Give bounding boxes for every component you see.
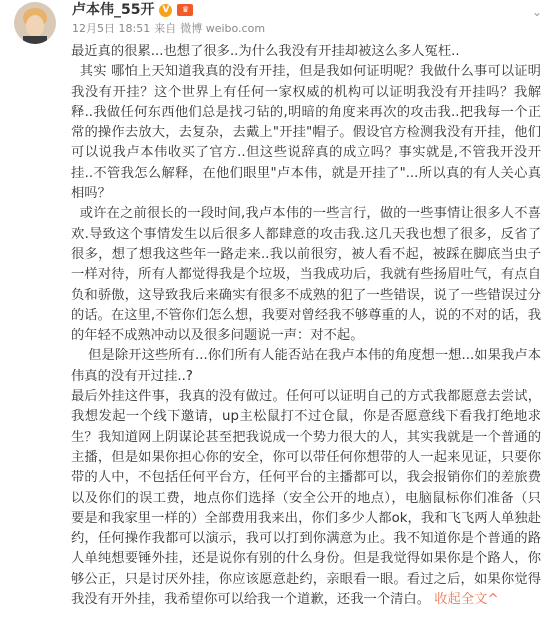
post-paragraph: 最近真的很累...也想了很多..为什么我没有开挂却被这么多人冤枉.. [71, 44, 460, 59]
vip-icon: ♛ [177, 4, 193, 16]
post-meta [72, 21, 265, 37]
collapse-label: 收起全文 [434, 592, 488, 608]
post-paragraph: 但是除开这些所有...你们所有人能否站在我卢本伟的角度想一想...如果我卢本伟真的没有开过挂..? [71, 348, 541, 384]
post-paragraph: 或许在之前很长的一段时间,我卢本伟的一些言行，做的一些事情让很多人不喜欢.导致这个事情发生以后很多人都肆意的攻击我.这几天我也想了很多，反省了很多，想了想我这些年一路走来..我以前很穷，被人看不起，被踩在脚底当虫子一样对待，所有人都觉得我是个垃圾，当我成功后，我就有些扬眉吐气，有点自负和骄傲，这导致我后来确实有很多不成熟的犯了一些错误，说了一些错误过分的话。在这里,不管你们怎么想，我要对曾经我不够尊重的人，说的不对的话，我的年轻不成熟冲动以及很多问题说一声：对不起。 [71, 206, 541, 344]
post-paragraph-last [71, 387, 541, 610]
post-source: 微博 weibo.com [180, 22, 266, 35]
verified-icon: V [159, 4, 172, 17]
post-content [71, 42, 541, 610]
chevron-up-icon: ^ [487, 592, 499, 608]
post-paragraph-text: 最后外挂这件事，我真的没有做过。任何可以证明自己的方式我都愿意去尝试，我想发起一个线下邀请，up主松鼠打不过仓鼠，你是否愿意线下看我打绝地求生？我知道网上阴谋论甚至把我说成一个势力很大的人，其实我就是一个普通的主播，但是如果你担心你的安全，你可以带任何你想带的人一起来见证，只要你带的人中，不包括任何平台方，任何平台的主播都可以，我会报销你们的差旅费以及你们的误工费，地点你们选择（安全公开的地点），电脑鼠标你们准备（只要是和我家里一样的）全部费用我来出，你们多少人都ok，我和飞飞两人单独赴约，任何操作我都可以演示，我可以打到你满意为止。我不知道你是个普通的路人单纯想要锤外挂，还是说你有别的什么身份。但是我觉得如果你是个路人，你够公正，只是讨厌外挂，你应该愿意赴约，亲眼看一眼。看过之后，如果你觉得我没有开外挂，我希望你可以给我一个道歉，还我一个清白。 [71, 389, 541, 608]
avatar-image [14, 2, 56, 44]
author-name[interactable]: 卢本伟_55开 [72, 2, 155, 18]
post-header [0, 0, 554, 46]
post-paragraph: 其实 哪怕上天知道我真的没有开挂，但是我如何证明呢？我做什么事可以证明我没有开挂？这个世界上有任何一家权威的机构可以证明我没有开挂吗？我解释..我做任何东西他们总是找刁钻的,明暗的角度来再次的攻击我..把我每一个正常的操作去放大，去复杂，去戴上"开挂"帽子。假设官方检测我没有开挂，他们可以说我卢本伟收买了官方..但这些说辞真的成立吗？事实就是,不管我开没开挂..不管我怎么解释，在他们眼里"卢本伟，就是开挂了"...所以真的有人关心真相吗？ [71, 64, 541, 202]
source-prefix: 来自 [154, 22, 177, 35]
author-row [72, 0, 193, 20]
avatar[interactable] [14, 2, 56, 44]
post-time[interactable]: 12月5日 18:51 [72, 22, 151, 35]
collapse-text-link[interactable] [434, 592, 498, 607]
chevron-down-icon[interactable]: ⌄ [532, 5, 543, 19]
